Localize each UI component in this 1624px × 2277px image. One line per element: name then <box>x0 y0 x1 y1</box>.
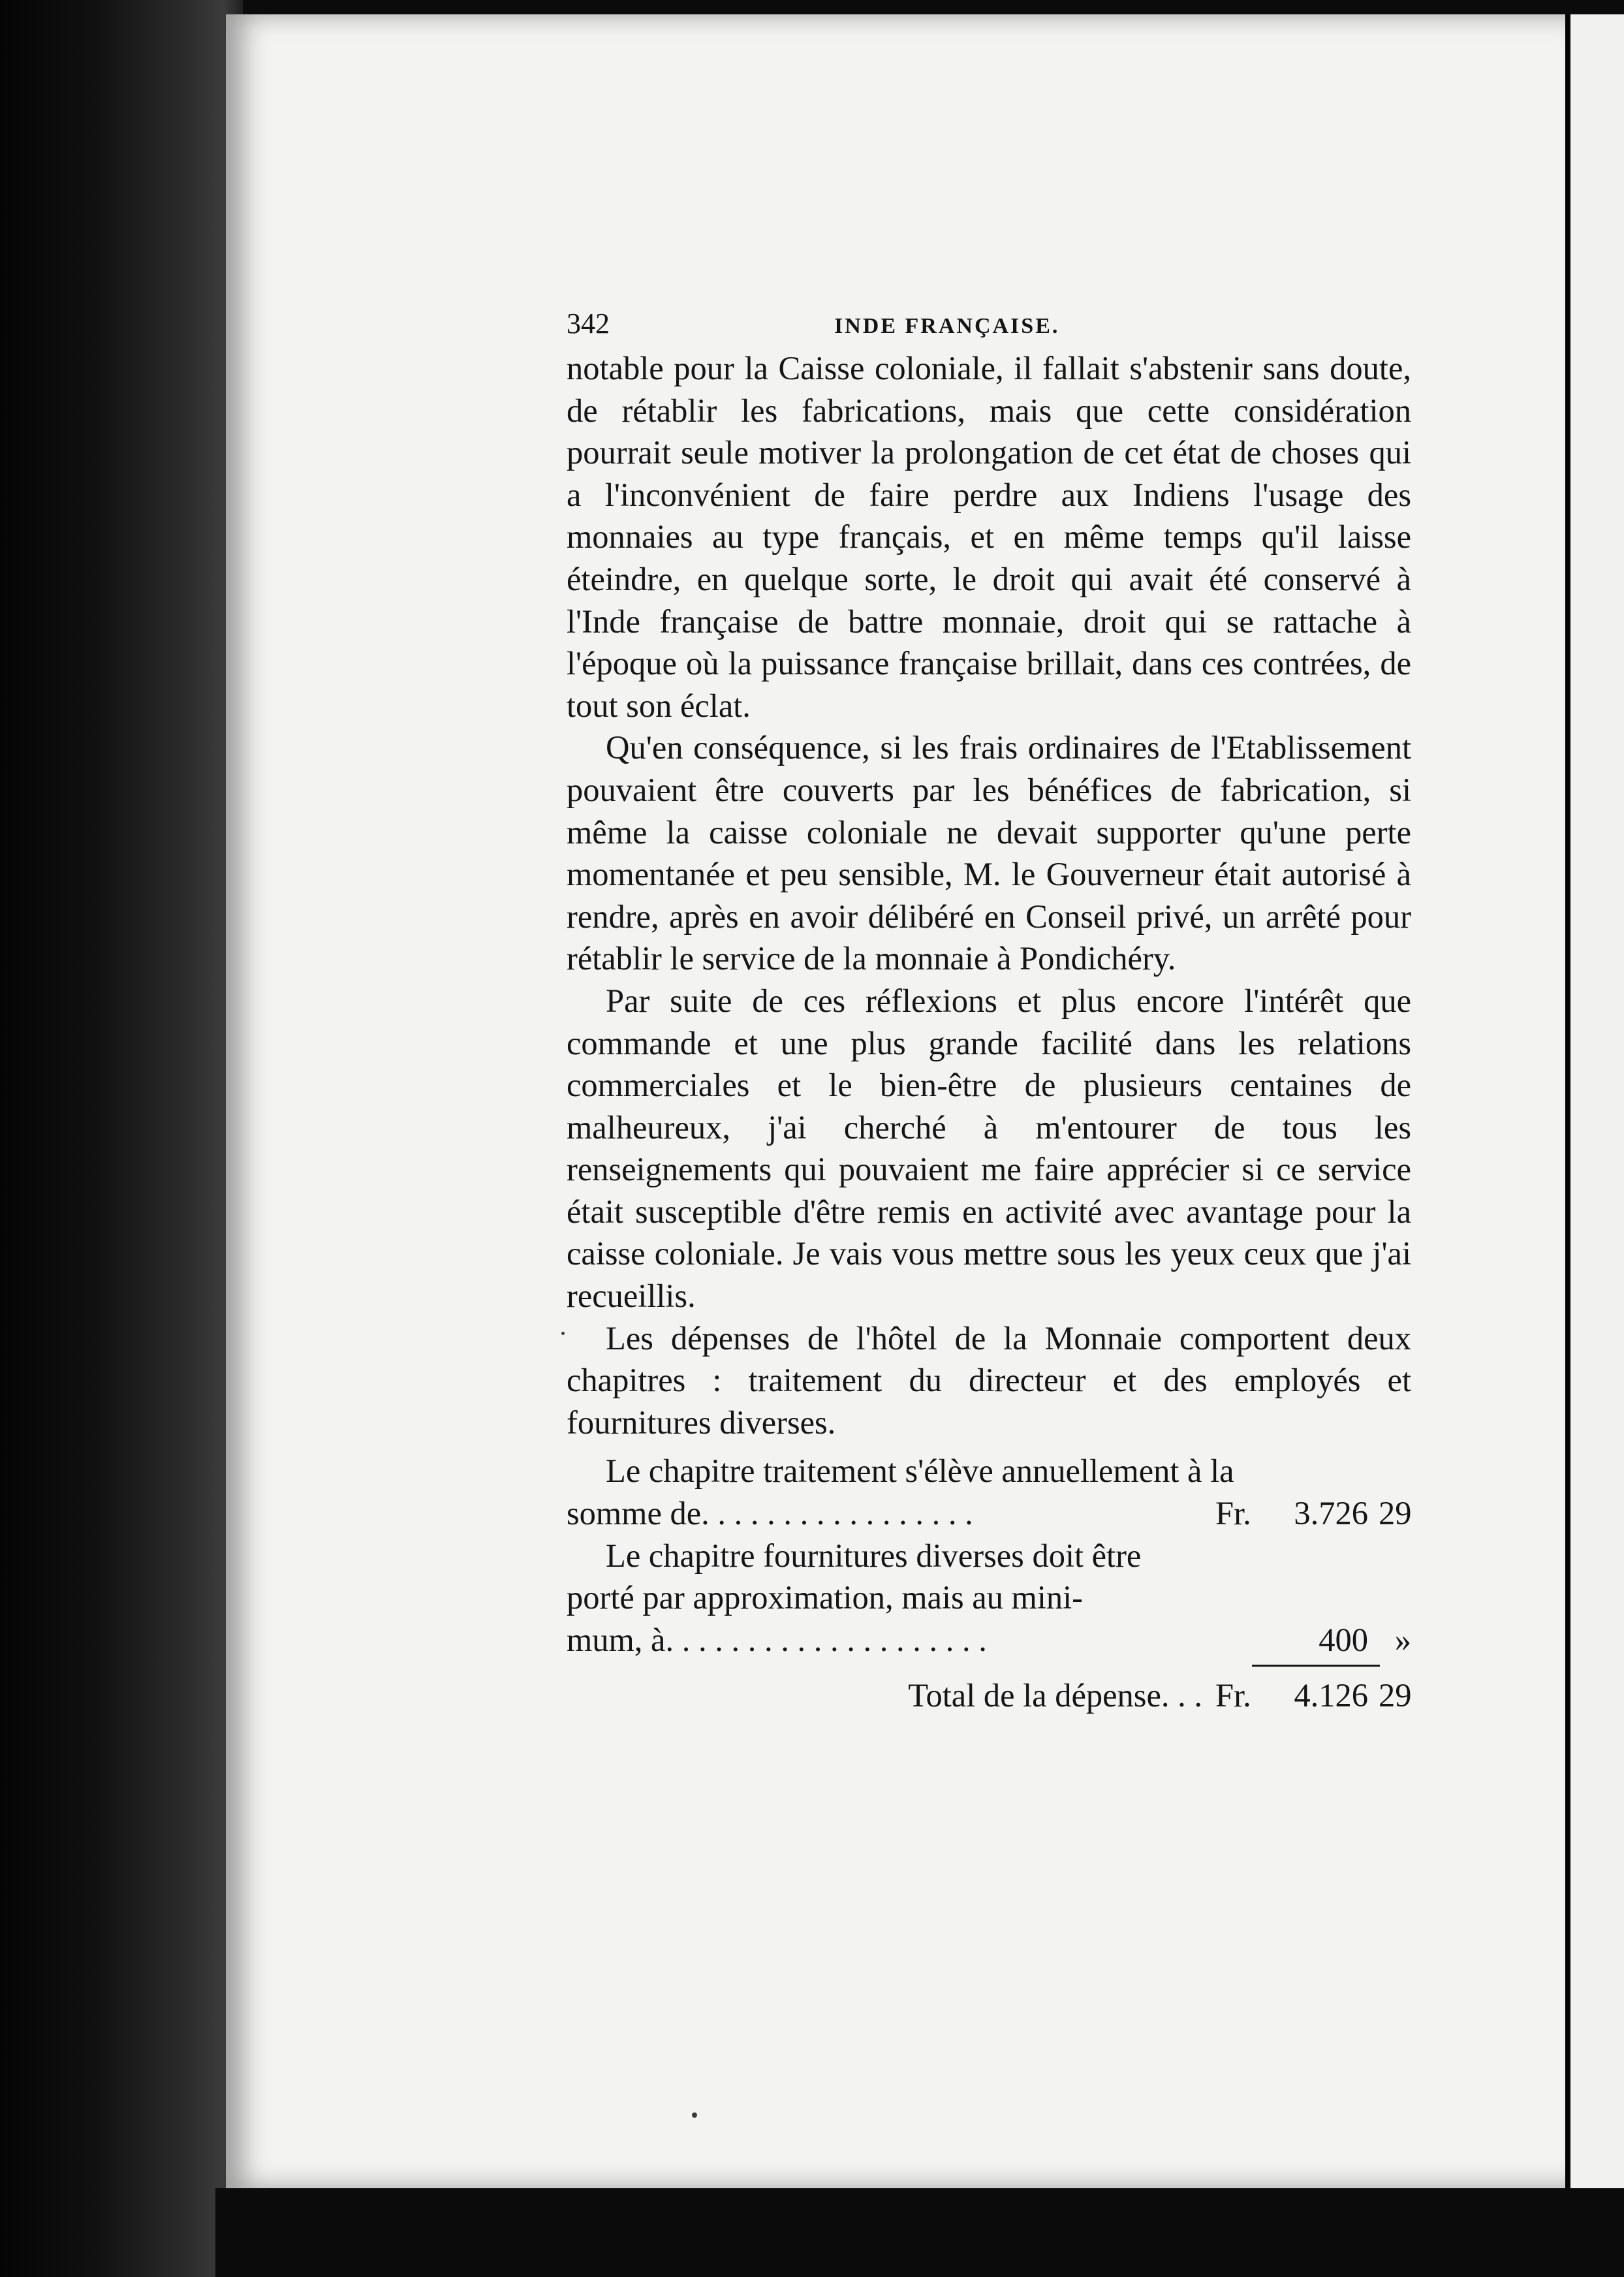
ledger-line <box>567 1577 1411 1619</box>
body-text <box>567 347 1411 1443</box>
page-number: 342 <box>567 307 610 339</box>
ledger-line <box>567 1619 1411 1661</box>
amount-cents: 29 <box>1379 1495 1412 1532</box>
amount: 400 <box>1319 1621 1368 1658</box>
amount-cents: 29 <box>1379 1677 1412 1714</box>
ledger-item-text: mum, à. . . . . . . . . . . . . . . . . . . . <box>567 1621 987 1658</box>
facing-page-edge <box>1565 14 1624 2188</box>
ledger-line <box>567 1450 1411 1492</box>
total-label: Total de la dépense. . . <box>908 1677 1202 1714</box>
scan-speck <box>692 2112 697 2118</box>
amount-cents: » <box>1394 1621 1411 1658</box>
currency-label: Fr. <box>1215 1677 1251 1714</box>
amount: 3.726 <box>1294 1495 1368 1532</box>
ledger-item-text: porté par approximation, mais au mini- <box>567 1579 1083 1616</box>
ledger-total <box>567 1674 1411 1717</box>
total-rule <box>1252 1665 1380 1667</box>
page-content <box>567 307 1411 1717</box>
expense-ledger <box>567 1450 1411 1717</box>
paragraph: notable pour la Caisse coloniale, il fallait s'abstenir sans doute, de rétablir les fabrications, mais que cette considération pourrait seule motiver la prolongation de cet état de choses qui a l'inconvénient de faire perdre aux Indiens l'usage des monnaies au type français, et en même temps qu'il laisse éteindre, en quelque sorte, le droit qui avait été conservé à l'Inde française de battre monnaie, droit qui se rattache à l'époque où la puissance française brillait, dans ces contrées, de tout son éclat. <box>567 350 1411 724</box>
running-head <box>567 307 1411 347</box>
scan-speck <box>561 1332 565 1335</box>
ledger-line <box>567 1492 1411 1535</box>
currency-label: Fr. <box>1215 1495 1251 1532</box>
ledger-item-text: Le chapitre traitement s'élève annuellement à la <box>606 1453 1234 1490</box>
ledger-line <box>567 1535 1411 1577</box>
ledger-item-text: Le chapitre fournitures diverses doit être <box>606 1537 1142 1574</box>
ledger-item-text: somme de. . . . . . . . . . . . . . . . . <box>567 1495 973 1532</box>
amount: 4.126 <box>1294 1677 1368 1714</box>
paragraph: Par suite de ces réflexions et plus encore l'intérêt que commande et une plus grande facilité dans les relations commerciales et le bien-être de plusieurs centaines de malheureux, j'ai cherché à m'entourer de tous les renseignements qui pouvaient me faire apprécier si ce service était susceptible d'être remis en activité avec avantage pour la caisse coloniale. Je vais vous mettre sous les yeux ceux que j'ai recueillis. <box>567 982 1411 1315</box>
paragraph: Les dépenses de l'hôtel de la Monnaie comportent deux chapitres : traitement du directeur et des employés et fournitures diverses. <box>567 1319 1411 1441</box>
paragraph: Qu'en conséquence, si les frais ordinaires de l'Etablissement pouvaient être couverts par les bénéfices de fabrication, si même la caisse coloniale ne devait supporter qu'une perte momentanée et peu sensible, M. le Gouverneur était autorisé à rendre, après en avoir délibéré en Conseil privé, un arrêté pour rétablir le service de la monnaie à Pondichéry. <box>567 729 1411 977</box>
running-title: INDE FRANÇAISE. <box>834 314 1060 338</box>
scan-bottom-border <box>215 2188 1624 2277</box>
book-gutter-shadow <box>0 0 243 2277</box>
